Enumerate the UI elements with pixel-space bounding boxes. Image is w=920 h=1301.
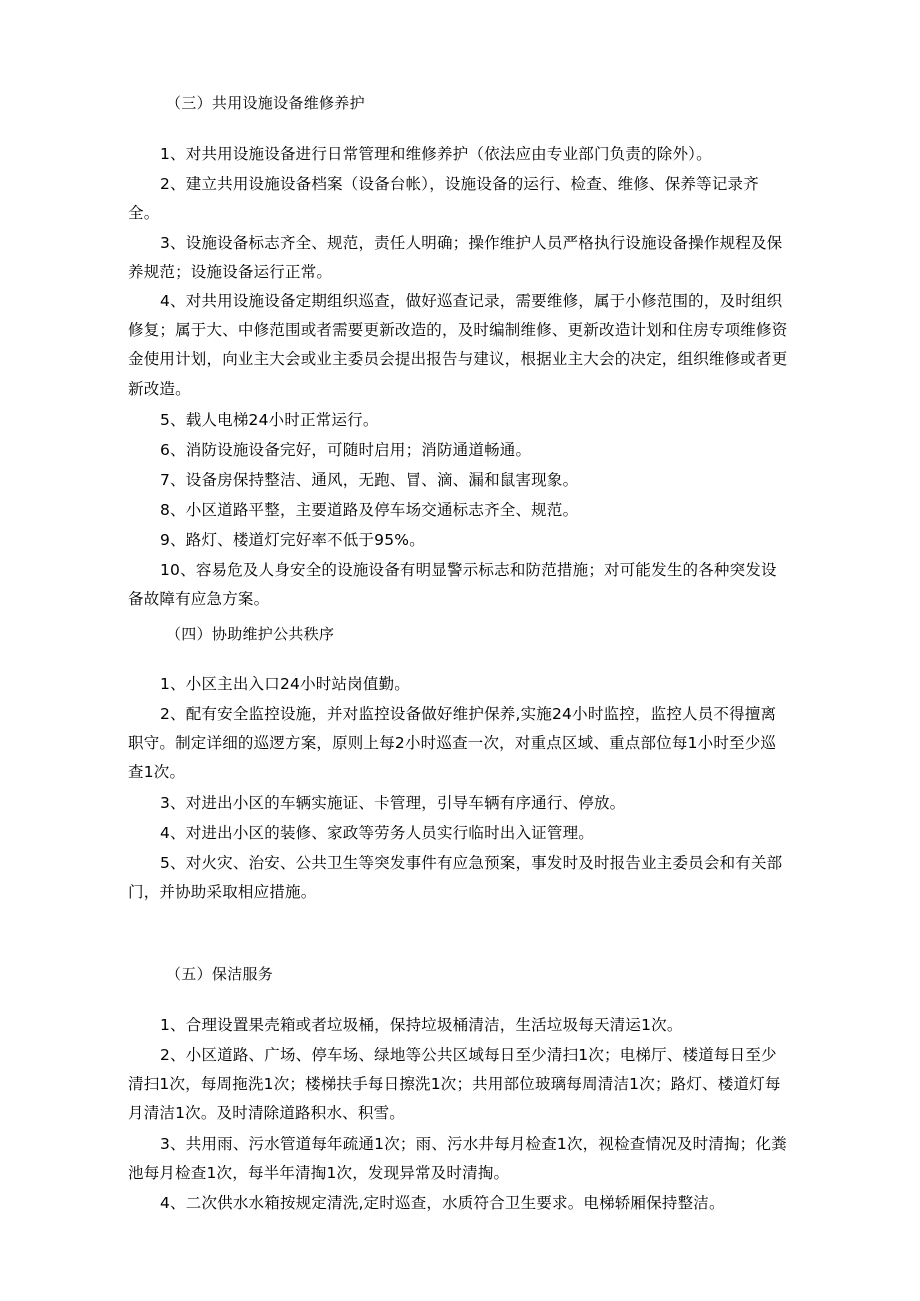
section-heading-3: （三）共用设施设备维修养护 (166, 94, 365, 112)
paragraph-5-2: 2、小区道路、广场、停车场、绿地等公共区域每日至少清扫1次；电梯厅、楼道每日至少清扫1次，每周拖洗1次；楼梯扶手每日擦洗1次；共用部位玻璃每周清洁1次；路灯、楼道灯每月清洁1次。及时清除道路积水、积雪。 (128, 1046, 781, 1123)
paragraph-5-4: 4、二次供水水箱按规定清洗,定时巡查，水质符合卫生要求。电梯轿厢保持整洁。 (160, 1194, 725, 1212)
paragraph-3-4: 4、对共用设施设备定期组织巡查，做好巡查记录，需要维修，属于小修范围的，及时组织修复；属于大、中修范围或者需要更新改造的，及时编制维修、更新改造计划和住房专项维修资金使用计划，向业主大会或业主委员会提出报告与建议，根据业主大会的决定，组织维修或者更新改造。 (128, 292, 788, 398)
paragraph-3-8: 8、小区道路平整，主要道路及停车场交通标志齐全、规范。 (160, 501, 579, 519)
paragraph-4-1: 1、小区主出入口24小时站岗值勤。 (160, 675, 410, 693)
paragraph-4-4: 4、对进出小区的装修、家政等劳务人员实行临时出入证管理。 (160, 824, 594, 842)
paragraph-4-5: 5、对火灾、治安、公共卫生等突发事件有应急预案，事发时及时报告业主委员会和有关部门，并协助采取相应措施。 (128, 854, 783, 902)
paragraph-3-7: 7、设备房保持整洁、通风，无跑、冒、滴、漏和鼠害现象。 (160, 471, 579, 489)
paragraph-3-6: 6、消防设施设备完好，可随时启用；消防通道畅通。 (160, 441, 532, 459)
paragraph-3-2: 2、建立共用设施设备档案（设备台帐），设施设备的运行、检查、维修、保养等记录齐全。 (128, 175, 759, 223)
paragraph-3-1: 1、对共用设施设备进行日常管理和维修养护（依法应由专业部门负责的除外）。 (160, 145, 712, 163)
paragraph-3-5: 5、载人电梯24小时正常运行。 (160, 411, 379, 429)
paragraph-5-3: 3、共用雨、污水管道每年疏通1次；雨、污水井每月检查1次，视检查情况及时清掏；化粪池每月检查1次，每半年清掏1次，发现异常及时清掏。 (128, 1135, 787, 1183)
section-heading-4: （四）协助维护公共秩序 (166, 625, 335, 643)
paragraph-3-9: 9、路灯、楼道灯完好率不低于95%。 (160, 531, 425, 549)
section-heading-5: （五）保洁服务 (166, 965, 274, 983)
paragraph-5-1: 1、合理设置果壳箱或者垃圾桶，保持垃圾桶清洁，生活垃圾每天清运1次。 (160, 1016, 683, 1034)
paragraph-4-2: 2、配有安全监控设施，并对监控设备做好维护保养,实施24小时监控，监控人员不得擅离职守。制定详细的巡逻方案，原则上每2小时巡查一次，对重点区域、重点部位每1小时至少巡查1次。 (128, 705, 777, 782)
paragraph-3-10: 10、容易危及人身安全的设施设备有明显警示标志和防范措施；对可能发生的各种突发设备故障有应急方案。 (128, 561, 777, 609)
paragraph-4-3: 3、对进出小区的车辆实施证、卡管理，引导车辆有序通行、停放。 (160, 794, 626, 812)
paragraph-3-3: 3、设施设备标志齐全、规范，责任人明确；操作维护人员严格执行设施设备操作规程及保养规范；设施设备运行正常。 (128, 234, 783, 282)
